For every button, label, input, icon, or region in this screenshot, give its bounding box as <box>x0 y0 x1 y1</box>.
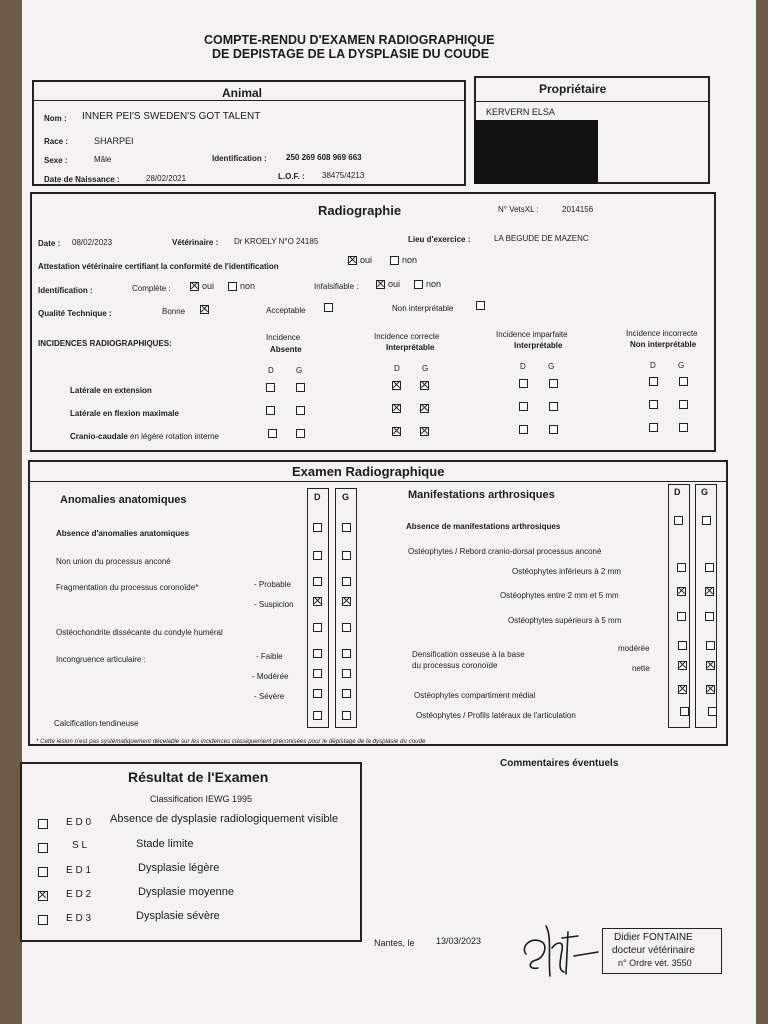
incidence-row-label-suffix: en légère rotation interne <box>127 432 219 441</box>
manifestation-item: nette <box>632 664 650 673</box>
manifestation-item: Absence de manifestations arthrosiques <box>406 522 561 531</box>
manifestation-item: Ostéophytes compartiment médial <box>414 691 536 700</box>
date-value: 08/02/2023 <box>72 238 113 247</box>
ed3-checkbox[interactable] <box>38 915 48 925</box>
manifestation-checkbox[interactable] <box>705 587 714 596</box>
anomaly-item: Ostéochondrite dissécante du condyle huméral <box>56 628 223 637</box>
incidence-checkbox[interactable] <box>420 427 429 436</box>
lieu-label: Lieu d'exercice : <box>408 235 471 244</box>
ed3-code: E D 3 <box>66 913 92 924</box>
lof-value: 38475/4213 <box>322 171 365 180</box>
race-label: Race : <box>44 137 69 146</box>
ed1-code: E D 1 <box>66 865 92 876</box>
identification-value: 250 269 608 969 663 <box>286 153 362 162</box>
infalsifiable-non-label: non <box>426 279 442 289</box>
header-absente-line1: Incidence <box>266 333 301 342</box>
lieu-value: LA BEGUDE DE MAZENC <box>494 234 589 243</box>
infalsifiable-label: Infalsifiable : <box>314 282 359 291</box>
manifestation-checkbox[interactable] <box>678 685 687 694</box>
proprietaire-nom: KERVERN ELSA <box>486 107 555 117</box>
non-interpretable-checkbox[interactable] <box>476 301 485 310</box>
anomaly-item: Non union du processus anconé <box>56 557 171 566</box>
anomaly-checkbox[interactable] <box>342 623 351 632</box>
attestation-oui-label: oui <box>360 255 373 265</box>
vetsxl-label: N° VetsXL : <box>498 205 539 214</box>
ed0-checkbox[interactable] <box>38 819 48 829</box>
anomaly-item: Incongruence articulaire : <box>56 655 146 664</box>
col-d-label: D <box>520 362 526 371</box>
examen-divider <box>30 481 726 482</box>
anomaly-checkbox[interactable] <box>313 577 322 586</box>
anomaly-checkbox[interactable] <box>342 597 351 606</box>
nom-value: INNER PEI'S SWEDEN'S GOT TALENT <box>82 111 261 122</box>
stamp-title: docteur vétérinaire <box>612 945 695 956</box>
incidence-checkbox[interactable] <box>649 423 658 432</box>
anomaly-checkbox[interactable] <box>342 577 351 586</box>
incidence-checkbox[interactable] <box>392 427 401 436</box>
qualite-label: Qualité Technique : <box>38 309 112 318</box>
naissance-value: 28/02/2021 <box>146 174 187 183</box>
complete-non-checkbox[interactable] <box>228 282 237 291</box>
anomaly-item: Fragmentation du processus coronoïde* <box>56 583 199 592</box>
attestation-non-checkbox[interactable] <box>390 256 399 265</box>
incidence-checkbox[interactable] <box>549 425 558 434</box>
incidence-checkbox[interactable] <box>679 377 688 386</box>
acceptable-checkbox[interactable] <box>324 303 333 312</box>
commentaires-label: Commentaires éventuels <box>500 758 619 769</box>
identification-label: Identification : <box>212 154 267 163</box>
header-incorrecte-line2: Non interprétable <box>630 340 697 349</box>
anomaly-item: Calcification tendineuse <box>54 719 139 728</box>
anomaly-item: - Probable <box>254 580 291 589</box>
redaction-block <box>474 120 598 184</box>
proprietaire-title: Propriétaire <box>539 82 607 96</box>
attestation-label: Attestation vétérinaire certifiant la conformité de l'identification <box>38 262 279 271</box>
sexe-value: Mâle <box>94 155 112 164</box>
bonne-label: Bonne <box>162 307 186 316</box>
incidence-checkbox[interactable] <box>519 425 528 434</box>
manifestation-item: modérée <box>618 644 650 653</box>
anomaly-checkbox[interactable] <box>342 711 351 720</box>
incidences-label: INCIDENCES RADIOGRAPHIQUES: <box>38 339 172 348</box>
col-g-label: G <box>296 366 303 375</box>
acceptable-label: Acceptable <box>266 306 306 315</box>
incidence-checkbox[interactable] <box>519 402 528 411</box>
ed3-label: Dysplasie sévère <box>136 910 220 922</box>
manifestation-item: du processus coronoïde <box>412 661 498 670</box>
identification-row-label: Identification : <box>38 286 93 295</box>
anomaly-checkbox[interactable] <box>313 523 322 532</box>
incidence-checkbox[interactable] <box>268 429 277 438</box>
manifestation-checkbox[interactable] <box>674 516 683 525</box>
incidence-checkbox[interactable] <box>266 383 275 392</box>
col-g-label: G <box>678 361 685 370</box>
incidence-checkbox[interactable] <box>679 400 688 409</box>
report-sheet <box>22 0 756 1024</box>
anomaly-checkbox[interactable] <box>342 649 351 658</box>
col-d-label: D <box>268 366 274 375</box>
incidence-row-label <box>70 432 219 441</box>
sl-checkbox[interactable] <box>38 843 48 853</box>
anomaly-item: - Modérée <box>252 672 289 681</box>
sexe-label: Sexe : <box>44 156 68 165</box>
anomaly-checkbox[interactable] <box>313 597 322 606</box>
sl-label: Stade limite <box>136 838 194 850</box>
anomaly-item: - Faible <box>256 652 283 661</box>
anomaly-checkbox[interactable] <box>313 711 322 720</box>
manifestations-title: Manifestations arthrosiques <box>408 489 555 501</box>
manifestation-item: Ostéophytes entre 2 mm et 5 mm <box>500 591 619 600</box>
resultat-title: Résultat de l'Examen <box>128 769 269 785</box>
incidence-checkbox[interactable] <box>296 429 305 438</box>
anomaly-checkbox[interactable] <box>313 551 322 560</box>
manifestation-item: Ostéophytes supérieurs à 5 mm <box>508 616 622 625</box>
anomalies-title: Anomalies anatomiques <box>60 494 187 506</box>
infalsifiable-oui-label: oui <box>388 279 401 289</box>
header-absente-line2: Absente <box>270 345 302 354</box>
report-title-line2: DE DEPISTAGE DE LA DYSPLASIE DU COUDE <box>212 47 490 61</box>
complete-non-label: non <box>240 281 256 291</box>
manifestation-checkbox[interactable] <box>677 563 686 572</box>
stamp-name: Didier FONTAINE <box>614 932 693 943</box>
col-g-label: G <box>548 362 555 371</box>
signature-graphic <box>518 918 600 980</box>
bonne-checkbox[interactable] <box>200 305 209 314</box>
manifestations-d-label: D <box>674 487 681 497</box>
ed2-checkbox[interactable] <box>38 891 48 901</box>
ed2-code: E D 2 <box>66 889 92 900</box>
manifestation-item: Ostéophytes / Profils latéraux de l'articulation <box>416 711 576 720</box>
radiographie-title: Radiographie <box>318 203 402 218</box>
lieu-signature: Nantes, le <box>374 938 415 948</box>
attestation-non-label: non <box>402 255 418 265</box>
veterinaire-value: Dr KROELY N°O 24185 <box>234 237 319 246</box>
manifestation-checkbox[interactable] <box>677 587 686 596</box>
manifestation-checkbox[interactable] <box>705 612 714 621</box>
manifestation-checkbox[interactable] <box>706 661 715 670</box>
anomalies-g-label: G <box>342 492 350 502</box>
incidence-checkbox[interactable] <box>392 404 401 413</box>
infalsifiable-non-checkbox[interactable] <box>414 280 423 289</box>
incidence-checkbox[interactable] <box>549 379 558 388</box>
incidence-checkbox[interactable] <box>266 406 275 415</box>
race-value: SHARPEI <box>94 136 134 146</box>
anomaly-checkbox[interactable] <box>313 649 322 658</box>
anomaly-item: - Sévère <box>254 692 285 701</box>
anomalies-d-label: D <box>314 492 321 502</box>
manifestation-checkbox[interactable] <box>706 685 715 694</box>
incidence-checkbox[interactable] <box>549 402 558 411</box>
incidence-row-label: Latérale en flexion maximale <box>70 409 179 418</box>
stamp-order: n° Ordre vét. 3550 <box>618 958 692 968</box>
incidence-checkbox[interactable] <box>649 400 658 409</box>
lof-label: L.O.F. : <box>278 172 305 181</box>
manifestation-item: Ostéophytes inférieurs à 2 mm <box>512 567 621 576</box>
manifestation-item: Densification osseuse à la base <box>412 650 525 659</box>
ed0-label: Absence de dysplasie radiologiquement visible <box>110 813 339 825</box>
proprietaire-divider <box>476 101 708 102</box>
incidence-checkbox[interactable] <box>420 404 429 413</box>
manifestation-item: Ostéophytes / Rebord cranio-dorsal processus anconé <box>408 547 602 556</box>
nom-label: Nom : <box>44 114 67 123</box>
incidence-checkbox[interactable] <box>519 379 528 388</box>
animal-divider <box>34 100 464 101</box>
classification-label: Classification IEWG 1995 <box>150 794 253 804</box>
col-d-label: D <box>650 361 656 370</box>
infalsifiable-oui-checkbox[interactable] <box>376 280 385 289</box>
ed1-checkbox[interactable] <box>38 867 48 877</box>
incidence-checkbox[interactable] <box>392 381 401 390</box>
ed2-label: Dysplasie moyenne <box>138 886 234 898</box>
sl-code: S L <box>72 840 88 851</box>
incidence-checkbox[interactable] <box>296 383 305 392</box>
incidence-row-label-bold: Cranio-caudale <box>70 432 128 441</box>
manifestation-checkbox[interactable] <box>677 612 686 621</box>
header-correcte-line2: Interprétable <box>386 343 435 352</box>
ed0-code: E D 0 <box>66 817 92 828</box>
examen-title: Examen Radiographique <box>292 464 445 479</box>
anomaly-checkbox[interactable] <box>342 669 351 678</box>
anomaly-checkbox[interactable] <box>313 669 322 678</box>
ed1-label: Dysplasie légère <box>138 862 220 874</box>
anomaly-checkbox[interactable] <box>342 551 351 560</box>
non-interpretable-label: Non interprétable <box>392 304 454 313</box>
complete-oui-checkbox[interactable] <box>190 282 199 291</box>
manifestation-checkbox[interactable] <box>678 641 687 650</box>
manifestation-checkbox[interactable] <box>708 707 717 716</box>
naissance-label: Date de Naissance : <box>44 175 120 184</box>
complete-oui-label: oui <box>202 281 215 291</box>
manifestations-g-label: G <box>701 487 709 497</box>
anomaly-item: Absence d'anomalies anatomiques <box>56 529 190 538</box>
manifestation-checkbox[interactable] <box>678 661 687 670</box>
attestation-oui-checkbox[interactable] <box>348 256 357 265</box>
footnote: * Cette lésion n'est pas systématiquement décelable sur les incidences classiquement préconisées pour le dépistage de la dysplasie du coude <box>36 738 426 745</box>
header-incorrecte-line1: Incidence incorrecte <box>626 329 698 338</box>
header-imparfaite-line2: Interprétable <box>514 341 563 350</box>
manifestation-checkbox[interactable] <box>702 516 711 525</box>
header-correcte-line1: Incidence correcte <box>374 332 440 341</box>
incidence-row-label: Latérale en extension <box>70 386 152 395</box>
anomaly-checkbox[interactable] <box>342 523 351 532</box>
manifestation-checkbox[interactable] <box>706 641 715 650</box>
incidence-checkbox[interactable] <box>679 423 688 432</box>
header-imparfaite-line1: Incidence imparfaite <box>496 330 568 339</box>
manifestation-checkbox[interactable] <box>680 707 689 716</box>
incidence-checkbox[interactable] <box>296 406 305 415</box>
animal-title: Animal <box>222 86 263 100</box>
report-title-line1: COMPTE-RENDU D'EXAMEN RADIOGRAPHIQUE <box>204 33 495 47</box>
anomaly-checkbox[interactable] <box>313 689 322 698</box>
anomaly-item: - Suspicion <box>254 600 294 609</box>
anomaly-checkbox[interactable] <box>313 623 322 632</box>
vetsxl-value: 2014156 <box>562 205 594 214</box>
veterinaire-label: Vétérinaire : <box>172 238 219 247</box>
date-signature: 13/03/2023 <box>436 936 482 946</box>
complete-label: Complète : <box>132 284 171 293</box>
incidence-checkbox[interactable] <box>649 377 658 386</box>
date-label: Date : <box>38 239 61 248</box>
manifestation-checkbox[interactable] <box>705 563 714 572</box>
col-g-label: G <box>422 364 429 373</box>
anomaly-checkbox[interactable] <box>342 689 351 698</box>
incidence-checkbox[interactable] <box>420 381 429 390</box>
col-d-label: D <box>394 364 400 373</box>
